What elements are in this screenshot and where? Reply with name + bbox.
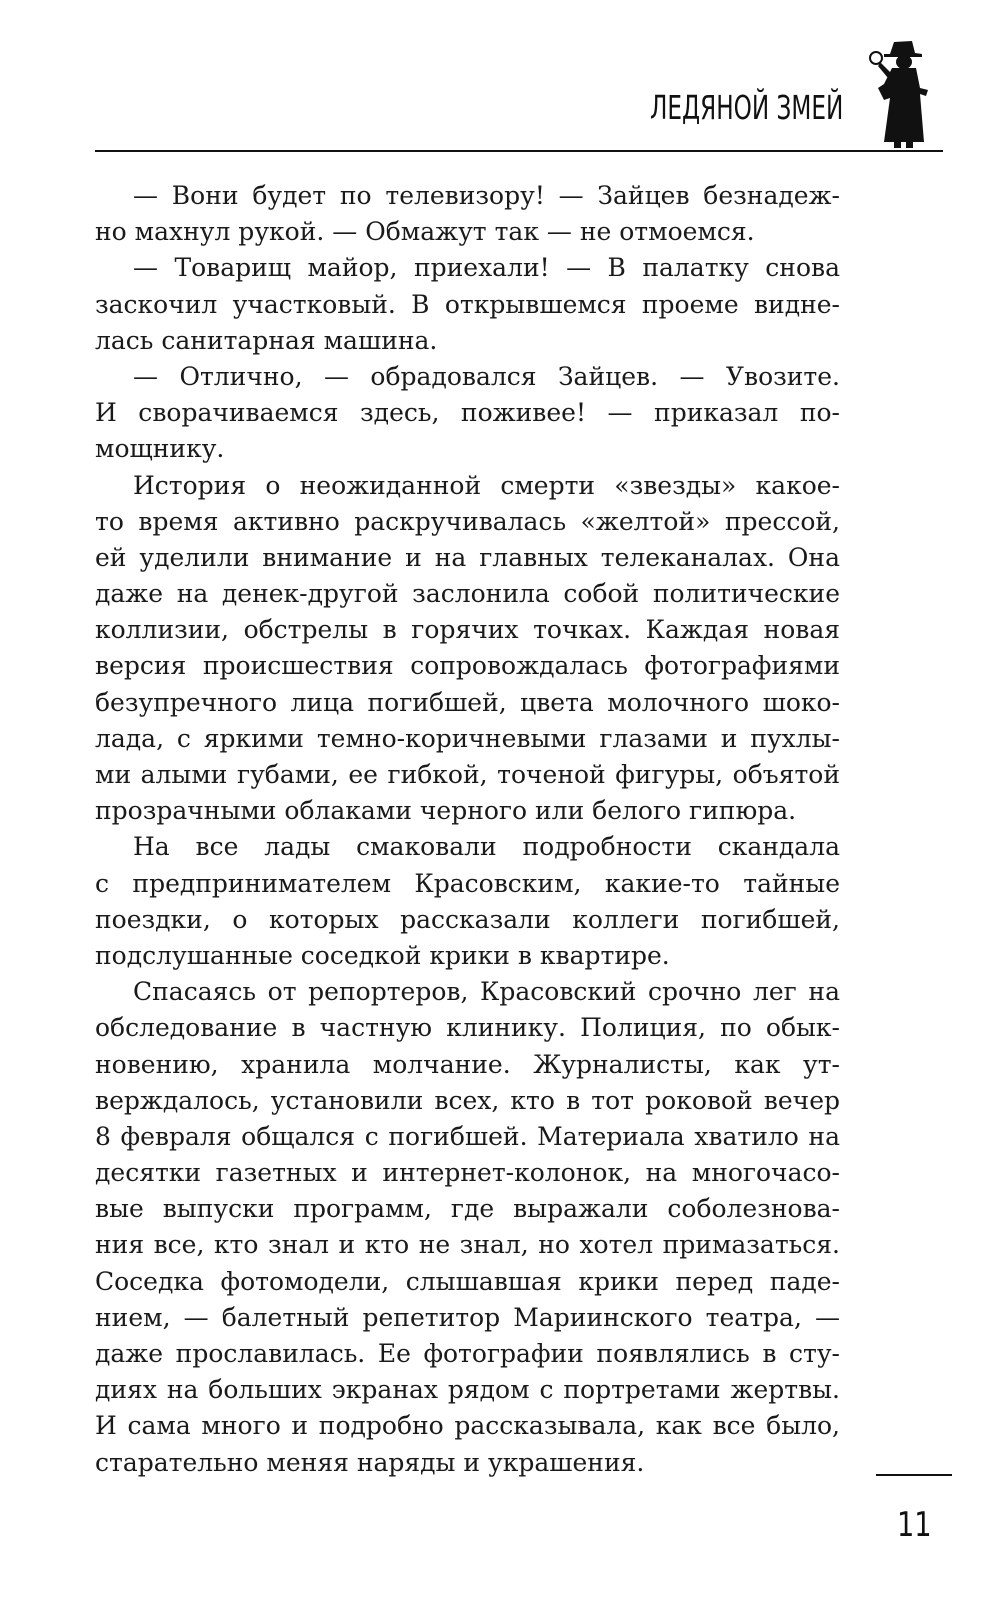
text-line: — Отлично, — обрадовался Зайцев. — Увозите. — [133, 361, 840, 391]
text-line: И сама много и подробно рассказывала, как все было, — [95, 1411, 840, 1441]
text-line: ми алыми губами, ее гибкой, точеной фигуры, объятой — [95, 760, 840, 789]
text-line: диях на больших экранах рядом с портретами жертвы. — [95, 1375, 840, 1405]
text-line: поездки, о которых рассказали коллеги погибшей, — [95, 904, 840, 934]
text-line: 8 февраля общался с погибшей. Материала хватило на — [95, 1121, 840, 1151]
page-number: 11 — [897, 1505, 932, 1545]
text-line: На все лады смаковали подробности скандала — [133, 832, 840, 862]
text-line: даже на денек-другой заслонила собой политические — [95, 579, 840, 609]
text-line: Соседка фотомодели, слышавшая крики перед паде- — [95, 1266, 840, 1296]
text-line: безупречного лица погибшей, цвета молочного шоко- — [95, 687, 840, 717]
text-line: даже прославилась. Ее фотографии появлялись в сту- — [95, 1339, 840, 1368]
text-line: с предпринимателем Красовским, какие-то тайные — [95, 868, 840, 898]
text-line: прозрачными облаками черного или белого гипюра. — [95, 796, 797, 826]
footer-rule — [876, 1474, 952, 1476]
text-line: новению, хранила молчание. Журналисты, как ут- — [95, 1049, 840, 1079]
text-line: Спасаясь от репортеров, Красовский срочно лег на — [133, 977, 840, 1007]
text-line: но махнул рукой. — Обмажут так — не отмоемся. — [95, 217, 755, 247]
text-line: старательно меняя наряды и украшения. — [95, 1447, 645, 1477]
text-line: подслушанные соседкой крики в квартире. — [95, 940, 670, 970]
text-line: коллизии, обстрелы в горячих точках. Каждая новая — [95, 615, 840, 645]
header-rule — [95, 150, 943, 152]
text-line: — Вони будет по телевизору! — Зайцев безнадеж- — [133, 181, 840, 210]
text-line: заскочил участковый. В открывшемся проеме видне- — [95, 289, 840, 319]
text-line: то время активно раскручивалась «желтой» прессой, — [95, 506, 840, 536]
text-line: ей уделили внимание и на главных телеканалах. Она — [95, 542, 840, 572]
text-line: И сворачиваемся здесь, поживее! — приказал по- — [95, 398, 840, 428]
text-line: нием, — балетный репетитор Мариинского театра, — — [95, 1302, 840, 1332]
text-line: версия происшествия сопровождалась фотографиями — [95, 651, 840, 681]
text-line: ния все, кто знал и кто не знал, но хотел примазаться. — [95, 1230, 840, 1260]
running-header-title: ЛЕДЯНОЙ ЗМЕЙ — [650, 88, 844, 127]
text-line: История о неожиданной смерти «звезды» какое- — [133, 470, 840, 500]
detective-with-magnifier-icon — [868, 38, 940, 150]
text-line: мощнику. — [95, 434, 225, 464]
text-line: верждалось, установили всех, кто в тот роковой вечер — [95, 1085, 840, 1115]
text-line: — Товарищ майор, приехали! — В палатку снова — [133, 253, 840, 283]
text-line: десятки газетных и интернет-колонок, на многочасо- — [95, 1158, 840, 1188]
text-line: обследование в частную клинику. Полиция, по обык- — [95, 1013, 840, 1043]
text-line: лась санитарная машина. — [95, 325, 438, 355]
body-text — [95, 178, 840, 1481]
text-line: вые выпуски программ, где выражали соболезнова- — [95, 1194, 840, 1224]
text-line: лада, с яркими темно-коричневыми глазами и пухлы- — [95, 723, 840, 753]
